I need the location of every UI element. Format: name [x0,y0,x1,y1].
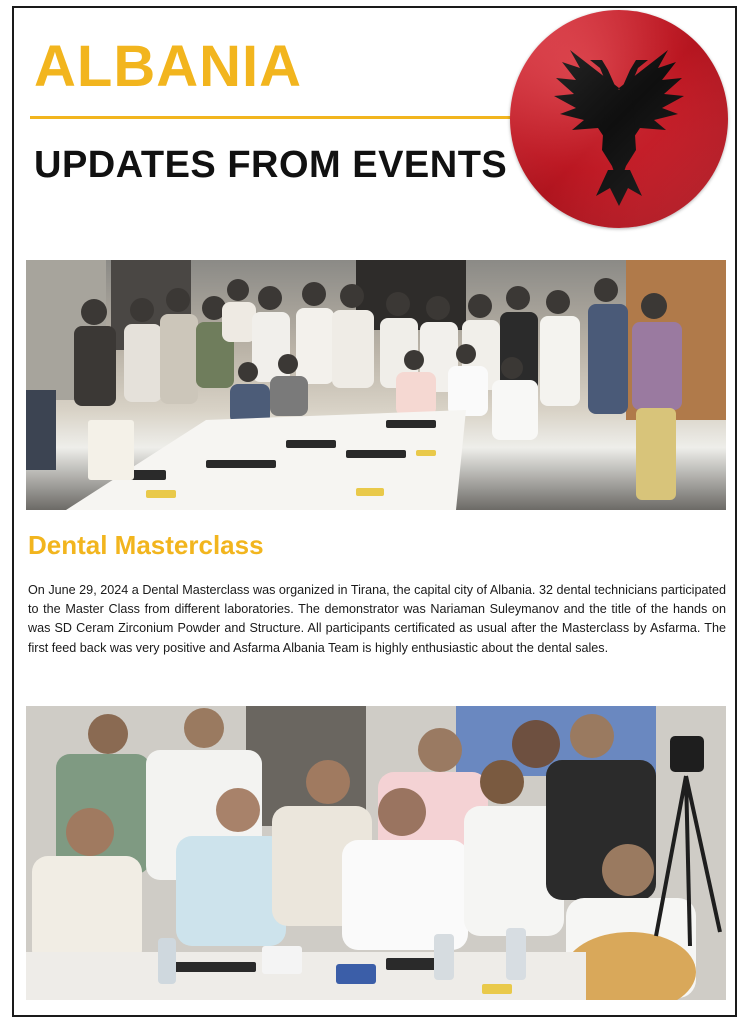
title-divider [30,116,570,119]
country-title: ALBANIA [34,34,302,99]
article-title: Dental Masterclass [28,530,264,560]
masterclass-workshop-photo [26,706,726,1000]
masterclass-group-photo [26,260,726,510]
albanian-flag-icon [510,10,728,228]
page-frame [12,6,737,1017]
page-headline: UPDATES FROM EVENTS [34,144,508,186]
article-body: On June 29, 2024 a Dental Masterclass was organized in Tirana, the capital city of Albania. 32 dental technicians participated to the Master Class from different laboratories. The demonstrator was Nariaman Suleymanov and the title of the hands on was SD Ceram Zirconium Powder and Structure. All participants certificated as usual after the Masterclass by Asfarma. The first feed back was very positive and Asfarma Albania Team is highly enthusiastic about the dental sales. [28,583,726,655]
